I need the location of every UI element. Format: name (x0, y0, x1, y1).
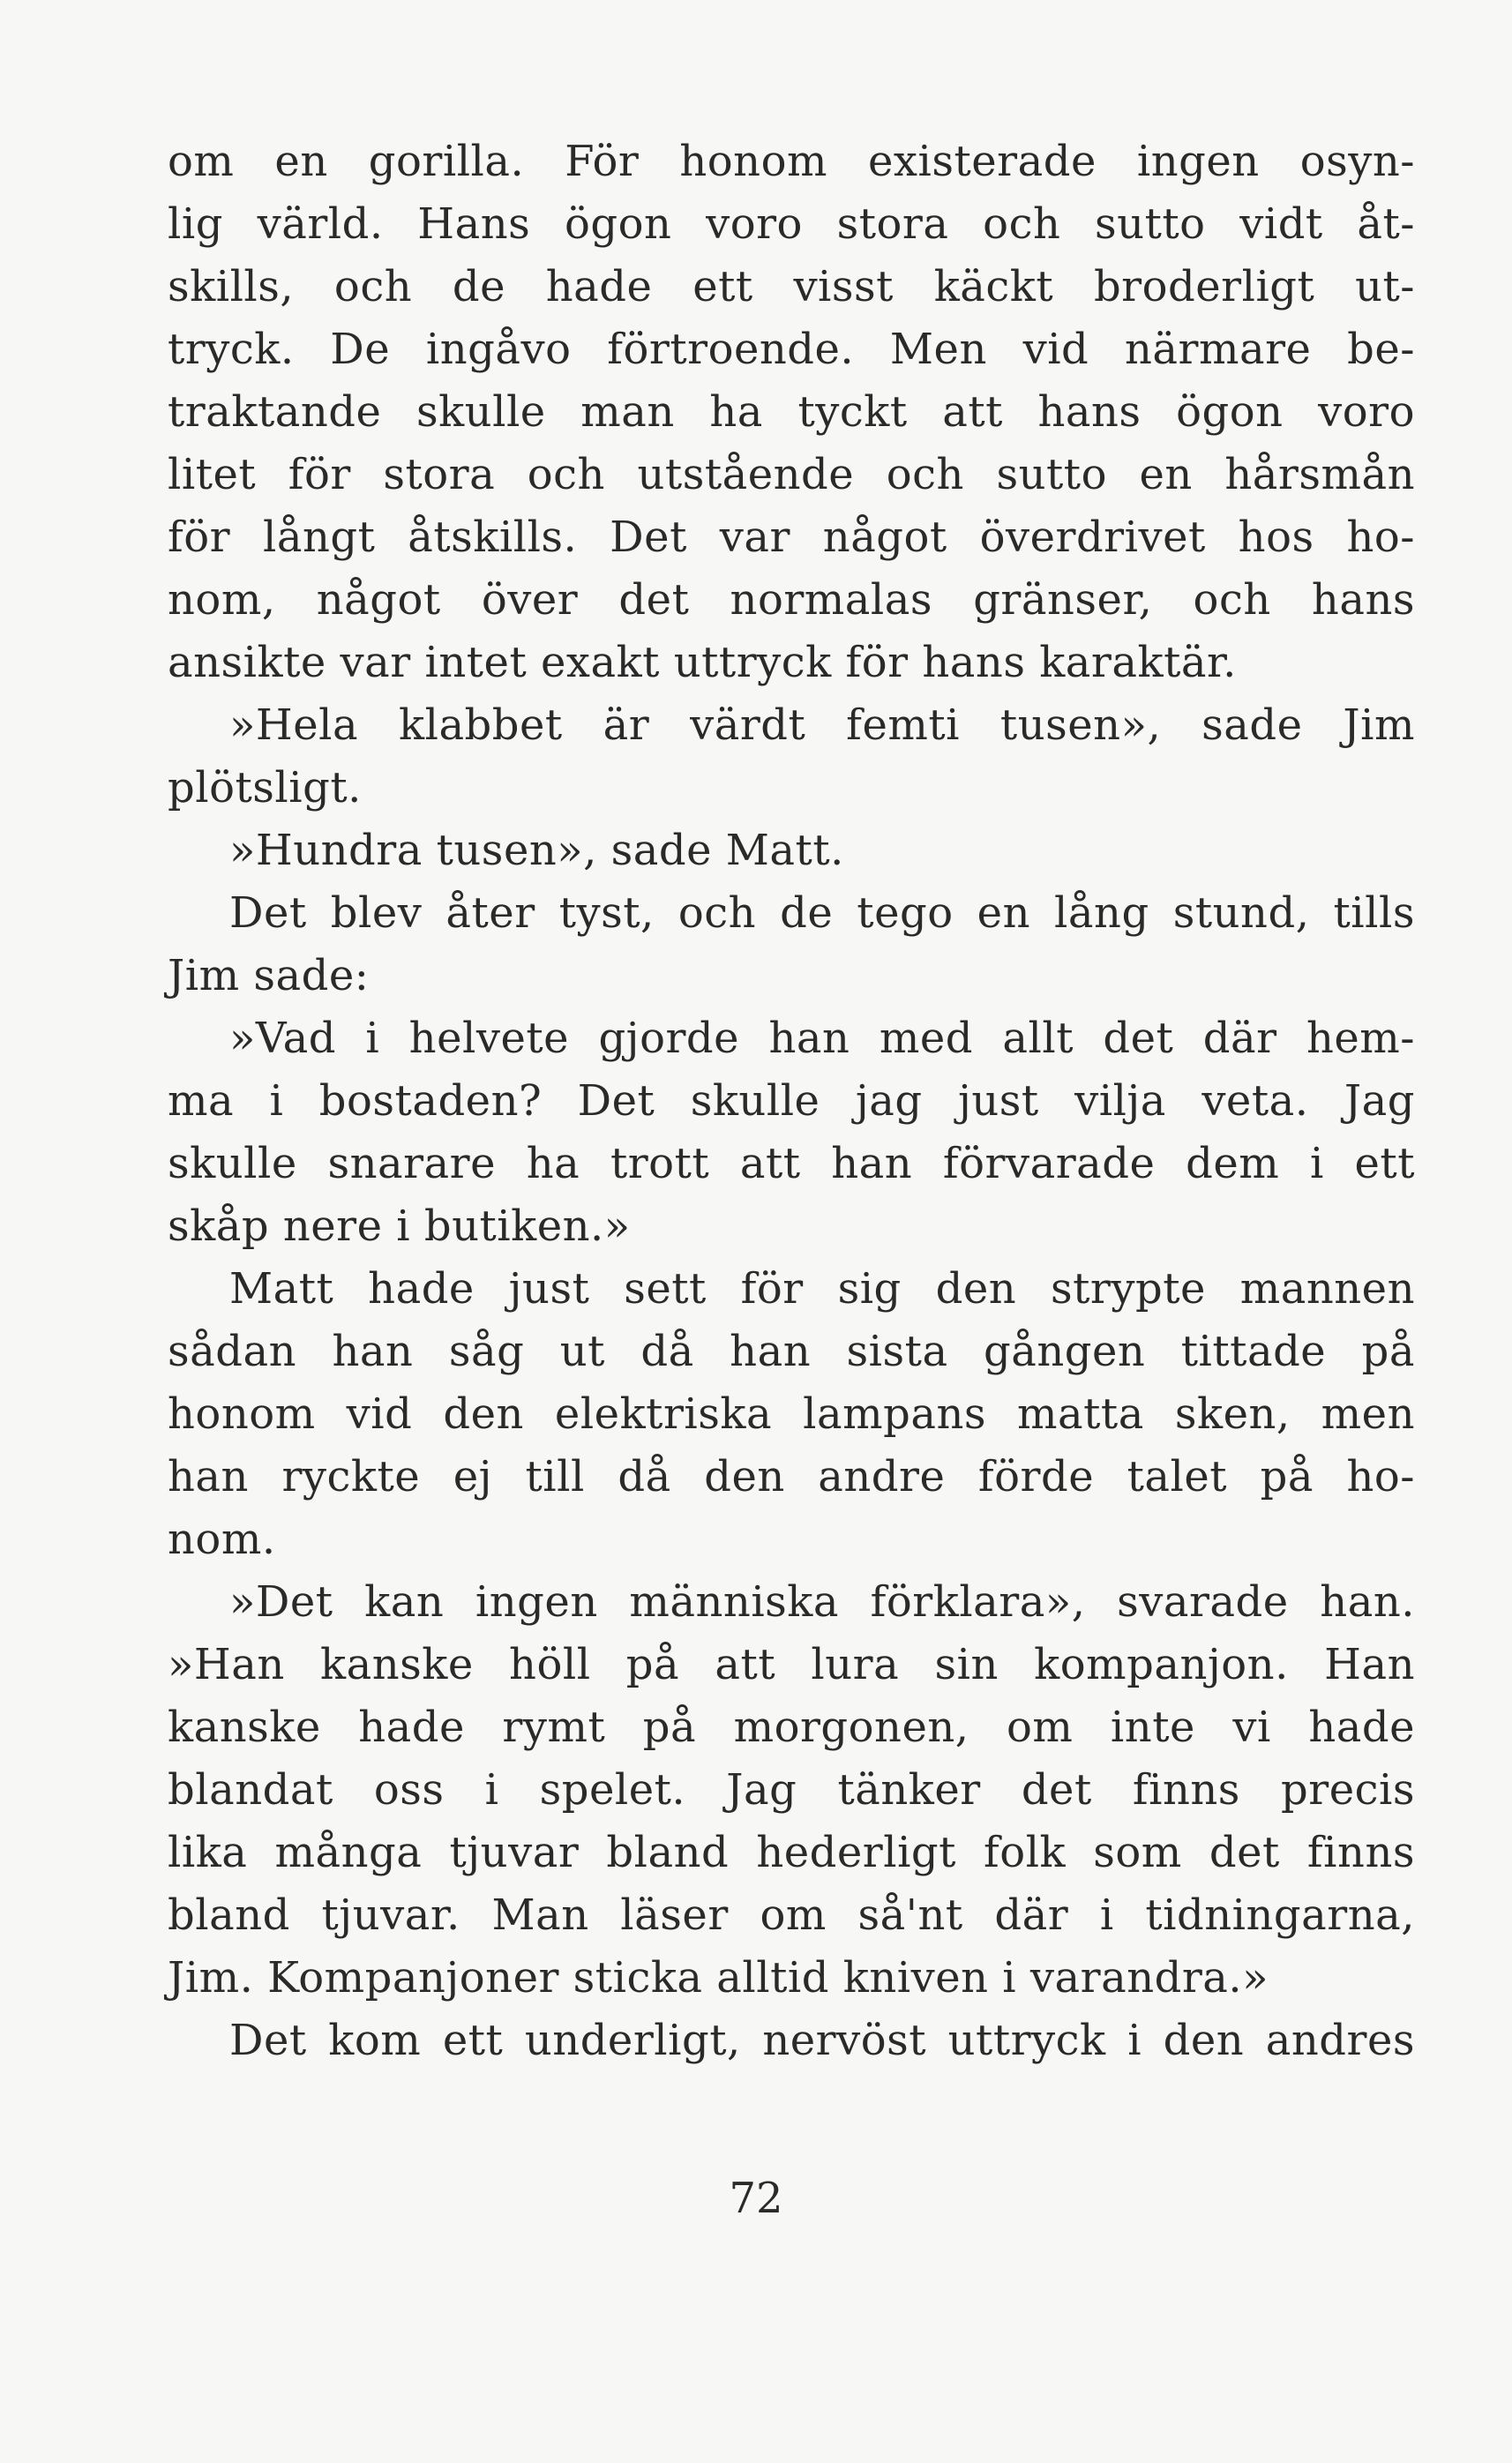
text-line: nom, något över det normalas gränser, och hans (168, 575, 1415, 625)
text-line: ansikte var intet exakt uttryck för hans karaktär. (168, 638, 1237, 687)
text-line: Matt hade just sett för sig den strypte mannen (229, 1264, 1415, 1314)
text-line: sådan han såg ut då han sista gången tittade på (168, 1327, 1415, 1376)
text-line: Jim. Kompanjoner sticka alltid kniven i varandra.» (168, 1953, 1269, 2003)
text-line: han ryckte ej till då den andre förde talet på ho- (168, 1452, 1415, 1501)
text-line: Det kom ett underligt, nervöst uttryck i den andres (229, 2016, 1415, 2065)
text-line: blandat oss i spelet. Jag tänker det finns precis (168, 1765, 1415, 1815)
text-line: litet för stora och utstående och sutto en hårsmån (168, 450, 1415, 499)
body-text (168, 131, 1415, 2072)
text-line: lika många tjuvar bland hederligt folk som det finns (168, 1828, 1415, 1877)
page-number: 72 (729, 2174, 783, 2223)
text-line: honom vid den elektriska lampans matta sken, men (168, 1389, 1415, 1439)
text-line: tryck. De ingåvo förtroende. Men vid närmare be- (168, 325, 1415, 374)
text-line: skills, och de hade ett visst käckt broderligt ut- (168, 262, 1415, 311)
text-line: lig värld. Hans ögon voro stora och sutto vidt åt- (168, 199, 1415, 249)
text-line: traktande skulle man ha tyckt att hans ögon voro (168, 387, 1415, 437)
text-line: bland tjuvar. Man läser om så'nt där i tidningarna, (168, 1890, 1415, 1940)
text-line: nom. (168, 1515, 276, 1564)
text-line: skulle snarare ha trott att han förvarade dem i ett (168, 1139, 1415, 1188)
text-line: om en gorilla. För honom existerade ingen osyn- (168, 137, 1415, 186)
text-line: »Det kan ingen människa förklara», svarade han. (229, 1577, 1415, 1627)
text-line: för långt åtskills. Det var något överdrivet hos ho- (168, 513, 1415, 562)
text-line: kanske hade rymt på morgonen, om inte vi hade (168, 1703, 1415, 1752)
text-line: skåp nere i butiken.» (168, 1202, 631, 1251)
text-line: »Han kanske höll på att lura sin kompanjon. Han (168, 1640, 1415, 1689)
text-line: Det blev åter tyst, och de tego en lång stund, tills (229, 888, 1415, 938)
text-line: »Vad i helvete gjorde han med allt det där hem- (229, 1014, 1415, 1063)
text-line: Jim sade: (168, 951, 370, 1000)
text-line: plötsligt. (168, 763, 362, 812)
text-line: ma i bostaden? Det skulle jag just vilja veta. Jag (168, 1076, 1415, 1126)
text-line: »Hundra tusen», sade Matt. (229, 826, 844, 875)
text-line: »Hela klabbet är värdt femti tusen», sade Jim (229, 700, 1415, 750)
